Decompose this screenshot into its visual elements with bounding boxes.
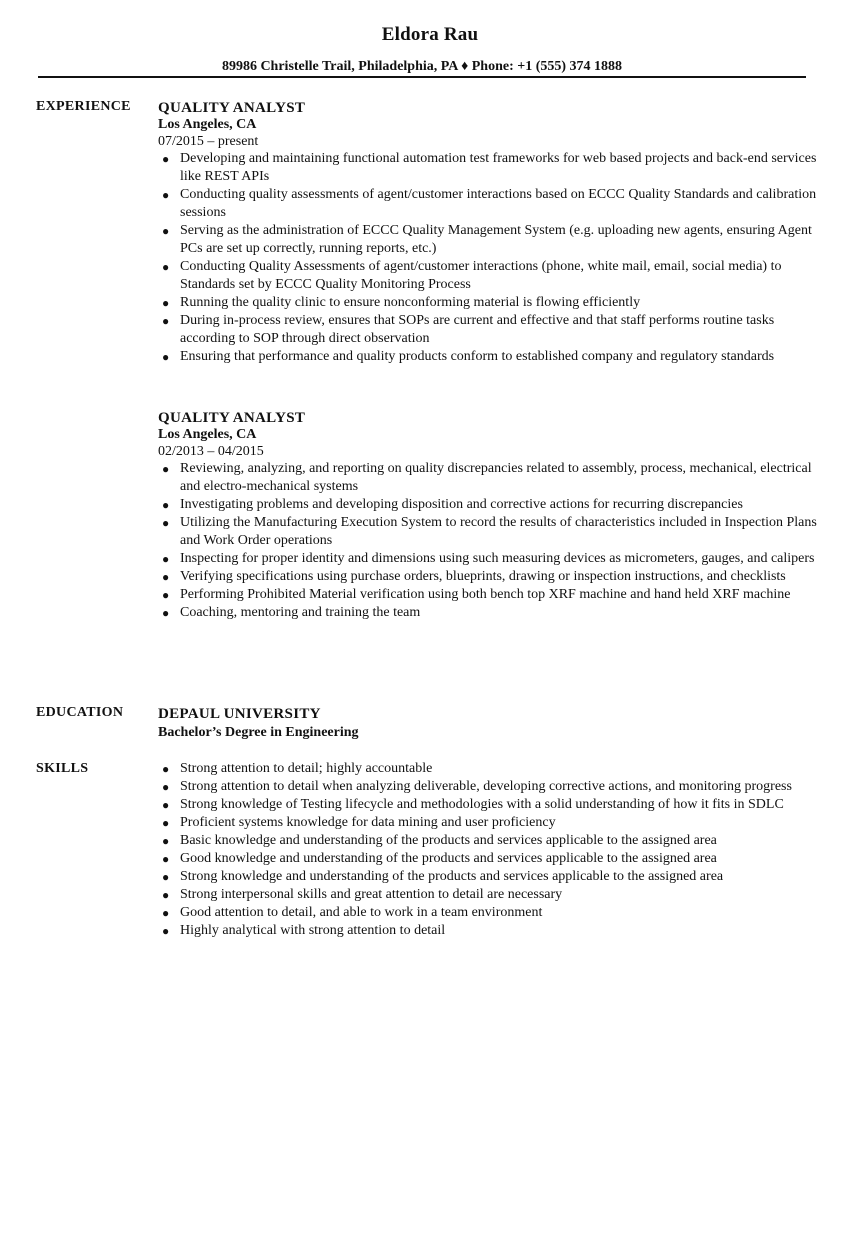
job-bullet-list [158, 460, 818, 622]
bullet-icon: ● [162, 780, 170, 794]
list-item: ● During in-process review, ensures that SOPs are current and effective and that staff performs routine tasks according to SOP through direct observation [162, 313, 775, 346]
section-label-experience: EXPERIENCE [36, 99, 131, 114]
list-item: ● Highly analytical with strong attention to detail [162, 923, 446, 938]
list-item: ● Strong attention to detail; highly accountable [162, 761, 433, 776]
list-item: ● Proficient systems knowledge for data mining and user proficiency [162, 815, 556, 830]
bullet-icon: ● [162, 852, 170, 866]
bullet-icon: ● [162, 350, 170, 364]
bullet-icon: ● [162, 260, 170, 274]
list-item: ● Basic knowledge and understanding of the products and services applicable to the assigned area [162, 833, 717, 848]
job-location: Los Angeles, CA [158, 427, 257, 442]
bullet-icon: ● [162, 762, 170, 776]
bullet-icon: ● [162, 152, 170, 166]
list-item: ● Developing and maintaining functional automation test frameworks for web based projects and back-end services like REST APIs [162, 151, 817, 184]
list-item: ● Good knowledge and understanding of the products and services applicable to the assigned area [162, 851, 717, 866]
list-item: ● Strong attention to detail when analyzing deliverable, developing corrective actions, and monitoring progress [162, 779, 792, 794]
candidate-name: Eldora Rau [381, 24, 479, 45]
list-item: ● Utilizing the Manufacturing Execution System to record the results of characteristics included in Inspection Plans and Work Order operations [162, 515, 817, 548]
list-item: ● Serving as the administration of ECCC Quality Management System (e.g. uploading new agents, ensuring Agent PCs are set up correctly, running reports, etc.) [162, 223, 812, 256]
experience-entry [158, 99, 818, 366]
job-location: Los Angeles, CA [158, 117, 257, 132]
bullet-icon: ● [162, 314, 170, 328]
list-item: ● Coaching, mentoring and training the team [162, 605, 421, 620]
experience-entry [158, 409, 818, 622]
list-item: ● Strong interpersonal skills and great attention to detail are necessary [162, 887, 563, 902]
job-title: QUALITY ANALYST [158, 410, 306, 426]
bullet-icon: ● [162, 462, 170, 476]
list-item: ● Strong knowledge of Testing lifecycle and methodologies with a solid understanding of how it fits in SDLC [162, 797, 784, 812]
bullet-icon: ● [162, 606, 170, 620]
list-item: ● Conducting quality assessments of agent/customer interactions based on ECCC Quality Standards and calibration sessions [162, 187, 817, 220]
list-item: ● Running the quality clinic to ensure nonconforming material is flowing efficiently [162, 295, 641, 310]
list-item: ● Inspecting for proper identity and dimensions using such measuring devices as micrometers, gauges, and calipers [162, 551, 815, 566]
bullet-icon: ● [162, 588, 170, 602]
list-item: ● Conducting Quality Assessments of agent/customer interactions (phone, white mail, email, social media) to Standards set by ECCC Quality Monitoring Process [162, 259, 782, 292]
bullet-icon: ● [162, 888, 170, 902]
education-entry [158, 705, 818, 743]
bullet-icon: ● [162, 224, 170, 238]
bullet-icon: ● [162, 798, 170, 812]
header-divider [38, 76, 806, 78]
section-label-skills: SKILLS [36, 761, 89, 776]
bullet-icon: ● [162, 834, 170, 848]
bullet-icon: ● [162, 516, 170, 530]
contact-line: 89986 Christelle Trail, Philadelphia, PA ♦ Phone: +1 (555) 374 1888 [221, 59, 623, 74]
list-item: ● Strong knowledge and understanding of the products and services applicable to the assigned area [162, 869, 724, 884]
school-name: DEPAUL UNIVERSITY [158, 706, 321, 722]
bullet-icon: ● [162, 552, 170, 566]
job-dates: 07/2015 – present [158, 134, 259, 149]
list-item: ● Good attention to detail, and able to work in a team environment [162, 905, 543, 920]
job-dates: 02/2013 – 04/2015 [158, 444, 264, 459]
list-item: ● Verifying specifications using purchase orders, blueprints, drawing or inspection instructions, and checklists [162, 569, 786, 584]
job-title: QUALITY ANALYST [158, 100, 306, 116]
bullet-icon: ● [162, 498, 170, 512]
bullet-icon: ● [162, 924, 170, 938]
section-label-education: EDUCATION [36, 705, 124, 720]
bullet-icon: ● [162, 188, 170, 202]
list-item: ● Performing Prohibited Material verification using both bench top XRF machine and hand held XRF machine [162, 587, 791, 602]
bullet-icon: ● [162, 906, 170, 920]
bullet-icon: ● [162, 570, 170, 584]
skills-entry [158, 760, 818, 940]
bullet-icon: ● [162, 816, 170, 830]
bullet-icon: ● [162, 870, 170, 884]
list-item: ● Ensuring that performance and quality products conform to established company and regulatory standards [162, 349, 775, 364]
skills-list [158, 760, 818, 940]
degree: Bachelor’s Degree in Engineering [158, 725, 359, 740]
list-item: ● Investigating problems and developing disposition and corrective actions for recurring discrepancies [162, 497, 743, 512]
bullet-icon: ● [162, 296, 170, 310]
list-item: ● Reviewing, analyzing, and reporting on quality discrepancies related to assembly, process, mechanical, electrical and electro-mechanical systems [162, 461, 812, 494]
job-bullet-list [158, 150, 818, 366]
